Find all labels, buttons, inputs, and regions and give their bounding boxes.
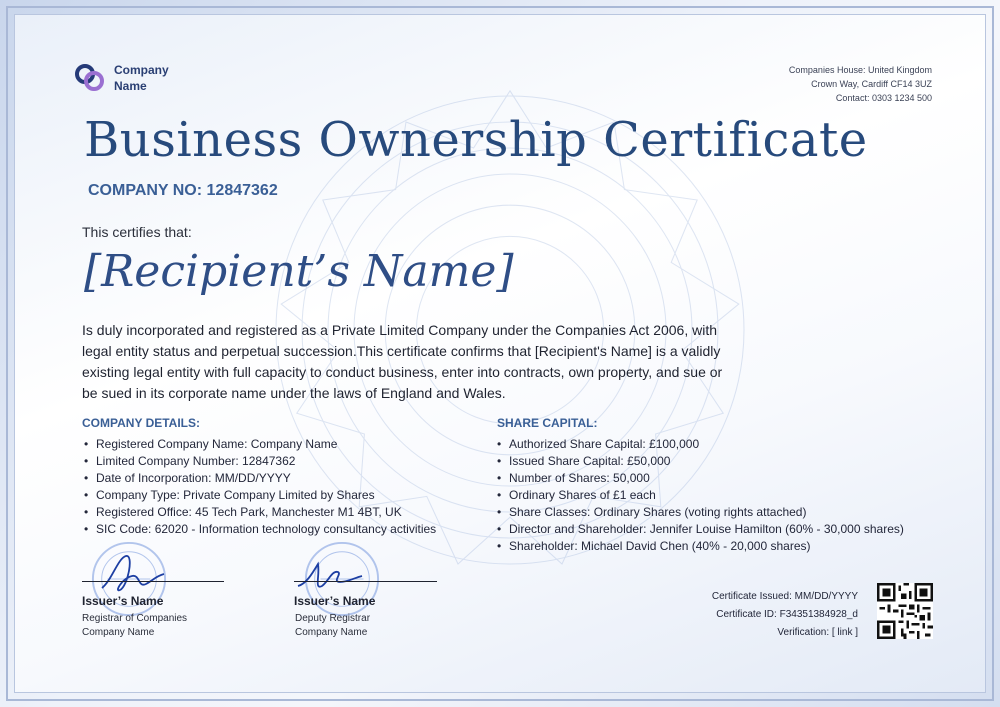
signature-line	[82, 581, 224, 582]
contact-line: Crown Way, Cardiff CF14 3UZ	[811, 79, 932, 89]
qr-code-icon[interactable]	[877, 583, 933, 639]
list-item: • Shareholder: Michael David Chen (40% - 20,000 shares)	[497, 538, 904, 555]
issuer-role: Deputy Registrar	[295, 613, 371, 624]
list-item: • Company Type: Private Company Limited by Shares	[84, 487, 436, 504]
issuer-role: Registrar of Companies	[82, 613, 188, 624]
contact-line: Companies House: United Kingdom	[788, 65, 932, 75]
issuer-name: Issuer’s Name	[294, 594, 376, 608]
certificate-meta	[712, 588, 858, 642]
list-item: • Registered Office: 45 Tech Park, Manchester M1 4BT, UK	[84, 504, 436, 521]
list-item: • Ordinary Shares of £1 each	[497, 487, 904, 504]
list-item: • Limited Company Number: 12847362	[84, 453, 436, 470]
certificate-title: Business Ownership Certificate	[84, 112, 868, 168]
list-item: • Date of Incorporation: MM/DD/YYYY	[84, 470, 436, 487]
issuer-company: Company Name	[82, 627, 155, 638]
certificate-body: Is duly incorporated and registered as a Private Limited Company under the Companies Act 2006, with legal entity status and perpetual succession.This certificate confirms that [Recipient's Name] is a validly existing legal entity with full capacity to conduct business, enter into contracts, own property, and sue or be sued in its corporate name under the laws of England and Wales.	[82, 322, 723, 401]
company-logo	[74, 62, 174, 94]
issuer-company: Company Name	[295, 627, 368, 638]
signature-scribble	[292, 556, 366, 596]
certifies-text: This certifies that:	[82, 224, 192, 240]
verification-link[interactable]: Verification: [ link ]	[777, 627, 858, 638]
share-capital-list	[497, 436, 904, 555]
certificate-id: Certificate ID: F34351384928_d	[716, 609, 858, 620]
contact-line: Contact: 0303 1234 500	[835, 93, 932, 103]
list-item: • Registered Company Name: Company Name	[84, 436, 436, 453]
registry-contact	[789, 63, 932, 105]
list-item: • Authorized Share Capital: £100,000	[497, 436, 904, 453]
list-item: • Number of Shares: 50,000	[497, 470, 904, 487]
list-item: • Director and Shareholder: Jennifer Louise Hamilton (60% - 30,000 shares)	[497, 521, 904, 538]
logo-text: Company Name	[114, 63, 169, 93]
list-item: • SIC Code: 62020 - Information technology consultancy activities	[84, 521, 436, 538]
share-capital-heading: SHARE CAPITAL:	[497, 416, 598, 430]
issue-date: Certificate Issued: MM/DD/YYYY	[711, 591, 858, 602]
company-details-heading: COMPANY DETAILS:	[82, 416, 201, 430]
interlocked-rings-logo-icon	[74, 62, 106, 94]
issuer-name: Issuer’s Name	[82, 594, 164, 608]
signature-scribble	[98, 548, 168, 596]
list-item: • Issued Share Capital: £50,000	[497, 453, 904, 470]
signature-line	[294, 581, 437, 582]
list-item: • Share Classes: Ordinary Shares (voting rights attached)	[497, 504, 904, 521]
company-number: COMPANY NO: 12847362	[88, 182, 278, 199]
recipient-name: [Recipient’s Name]	[84, 246, 514, 297]
company-details-list	[84, 436, 436, 538]
